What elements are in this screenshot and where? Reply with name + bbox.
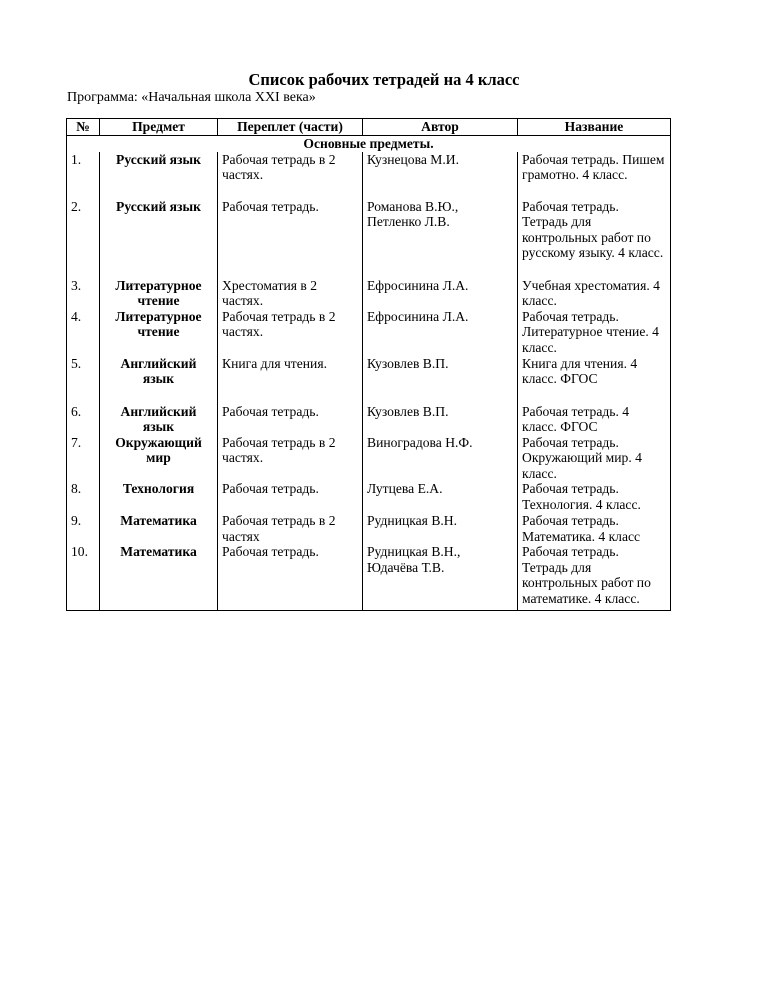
cell-subject: Математика (100, 513, 218, 544)
cell-binding: Рабочая тетрадь в 2 частях (218, 513, 363, 544)
cell-title: Рабочая тетрадь. 4 класс. ФГОС (518, 404, 671, 435)
header-subject: Предмет (100, 119, 218, 136)
cell-binding: Рабочая тетрадь в 2 частях. (218, 309, 363, 356)
cell-subject: Английский язык (100, 404, 218, 435)
cell-title: Рабочая тетрадь. Тетрадь для контрольных работ по русскому языку. 4 класс. (518, 199, 671, 278)
cell-subject: Литературное чтение (100, 309, 218, 356)
table-header-row (67, 119, 671, 136)
cell-title: Рабочая тетрадь. Математика. 4 класс (518, 513, 671, 544)
cell-author: Романова В.Ю., Петленко Л.В. (363, 199, 518, 278)
table-row (67, 152, 671, 199)
header-author: Автор (363, 119, 518, 136)
cell-binding: Хрестоматия в 2 частях. (218, 278, 363, 309)
cell-binding: Рабочая тетрадь в 2 частях. (218, 435, 363, 482)
header-binding: Переплет (части) (218, 119, 363, 136)
table-row (67, 356, 671, 404)
cell-subject: Математика (100, 544, 218, 611)
cell-author: Лутцева Е.А. (363, 481, 518, 513)
cell-author: Кузнецова М.И. (363, 152, 518, 199)
table-row (67, 199, 671, 278)
cell-subject: Русский язык (100, 152, 218, 199)
cell-title: Книга для чтения. 4 класс. ФГОС (518, 356, 671, 404)
cell-binding: Рабочая тетрадь в 2 частях. (218, 152, 363, 199)
cell-subject: Литературное чтение (100, 278, 218, 309)
table-row (67, 481, 671, 513)
cell-subject: Английский язык (100, 356, 218, 404)
cell-author: Рудницкая В.Н., Юдачёва Т.В. (363, 544, 518, 611)
cell-num: 2. (67, 199, 100, 278)
cell-author: Кузовлев В.П. (363, 404, 518, 435)
cell-num: 3. (67, 278, 100, 309)
table-row (67, 544, 671, 611)
header-num: № (67, 119, 100, 136)
cell-author: Ефросинина Л.А. (363, 309, 518, 356)
cell-title: Рабочая тетрадь. Окружающий мир. 4 класс. (518, 435, 671, 482)
cell-num: 8. (67, 481, 100, 513)
cell-num: 6. (67, 404, 100, 435)
cell-title: Рабочая тетрадь. Пишем грамотно. 4 класс. (518, 152, 671, 199)
cell-num: 5. (67, 356, 100, 404)
cell-binding: Рабочая тетрадь. (218, 544, 363, 611)
cell-binding: Рабочая тетрадь. (218, 481, 363, 513)
cell-title: Рабочая тетрадь. Тетрадь для контрольных работ по математике. 4 класс. (518, 544, 671, 611)
header-title: Название (518, 119, 671, 136)
cell-title: Учебная хрестоматия. 4 класс. (518, 278, 671, 309)
section-label: Основные предметы. (67, 136, 671, 152)
cell-num: 7. (67, 435, 100, 482)
cell-author: Кузовлев В.П. (363, 356, 518, 404)
cell-subject: Русский язык (100, 199, 218, 278)
cell-title: Рабочая тетрадь. Литературное чтение. 4 класс. (518, 309, 671, 356)
cell-author: Рудницкая В.Н. (363, 513, 518, 544)
table-row (67, 513, 671, 544)
table-row (67, 309, 671, 356)
cell-binding: Рабочая тетрадь. (218, 404, 363, 435)
cell-binding: Книга для чтения. (218, 356, 363, 404)
cell-author: Ефросинина Л.А. (363, 278, 518, 309)
cell-binding: Рабочая тетрадь. (218, 199, 363, 278)
cell-num: 1. (67, 152, 100, 199)
cell-num: 10. (67, 544, 100, 611)
cell-subject: Окружающий мир (100, 435, 218, 482)
program-line: Программа: «Начальная школа XXI века» (67, 90, 316, 105)
cell-num: 4. (67, 309, 100, 356)
cell-subject: Технология (100, 481, 218, 513)
cell-author: Виноградова Н.Ф. (363, 435, 518, 482)
section-row (67, 136, 671, 152)
workbook-table (66, 118, 671, 611)
cell-num: 9. (67, 513, 100, 544)
table-row (67, 435, 671, 482)
document-title: Список рабочих тетрадей на 4 класс (248, 70, 520, 89)
table-row (67, 404, 671, 435)
table-row (67, 278, 671, 309)
cell-title: Рабочая тетрадь. Технология. 4 класс. (518, 481, 671, 513)
